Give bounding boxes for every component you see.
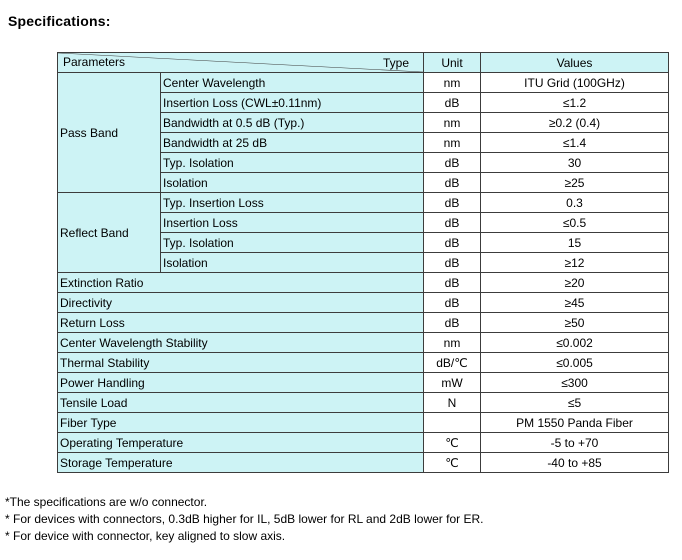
value-cell: ≥12 [481, 253, 669, 273]
header-unit-label: Unit [424, 53, 481, 73]
unit-cell: dB [424, 253, 481, 273]
value-cell: ≤0.5 [481, 213, 669, 233]
header-type-label: Type [382, 56, 409, 70]
unit-cell: dB [424, 233, 481, 253]
table-row [58, 333, 669, 353]
footnote: *The specifications are w/o connector. [5, 495, 208, 509]
param-cell: Typ. Isolation [161, 153, 424, 173]
value-cell: ITU Grid (100GHz) [481, 73, 669, 93]
param-cell: Center Wavelength [161, 73, 424, 93]
diagonal-header-cell [58, 53, 424, 73]
footnote: * For device with connector, key aligned to slow axis. [5, 529, 286, 543]
table-row [58, 413, 669, 433]
value-cell: ≤0.005 [481, 353, 669, 373]
param-cell: Bandwidth at 25 dB [161, 133, 424, 153]
param-cell: Insertion Loss (CWL±0.11nm) [161, 93, 424, 113]
unit-cell [424, 413, 481, 433]
unit-cell: dB [424, 213, 481, 233]
param-cell: Insertion Loss [161, 213, 424, 233]
page-title: Specifications: [8, 13, 111, 29]
param-cell: Storage Temperature [58, 453, 424, 473]
value-cell: ≤300 [481, 373, 669, 393]
value-cell: ≥45 [481, 293, 669, 313]
unit-cell: dB [424, 153, 481, 173]
value-cell: 0.3 [481, 193, 669, 213]
unit-cell: dB [424, 273, 481, 293]
table-row [58, 453, 669, 473]
value-cell: ≤1.4 [481, 133, 669, 153]
value-cell: ≤0.002 [481, 333, 669, 353]
param-cell: Power Handling [58, 373, 424, 393]
param-cell: Typ. Isolation [161, 233, 424, 253]
table-header-row [58, 53, 669, 73]
table-row [58, 373, 669, 393]
param-cell: Extinction Ratio [58, 273, 424, 293]
group-cell: Pass Band [58, 73, 161, 193]
unit-cell: ℃ [424, 453, 481, 473]
param-cell: Center Wavelength Stability [58, 333, 424, 353]
param-cell: Isolation [161, 173, 424, 193]
spec-table [57, 52, 669, 473]
table-row [58, 353, 669, 373]
unit-cell: nm [424, 133, 481, 153]
footnote: * For devices with connectors, 0.3dB higher for IL, 5dB lower for RL and 2dB lower for ER. [5, 512, 484, 526]
value-cell: ≥0.2 (0.4) [481, 113, 669, 133]
param-cell: Isolation [161, 253, 424, 273]
value-cell: 15 [481, 233, 669, 253]
value-cell: ≥50 [481, 313, 669, 333]
unit-cell: nm [424, 73, 481, 93]
table-row [58, 73, 669, 93]
value-cell: ≥20 [481, 273, 669, 293]
value-cell: -40 to +85 [481, 453, 669, 473]
value-cell: PM 1550 Panda Fiber [481, 413, 669, 433]
footnotes [5, 494, 483, 545]
unit-cell: dB/℃ [424, 353, 481, 373]
table-row [58, 433, 669, 453]
table-row [58, 293, 669, 313]
group-cell: Reflect Band [58, 193, 161, 273]
param-cell: Directivity [58, 293, 424, 313]
param-cell: Operating Temperature [58, 433, 424, 453]
table-row [58, 273, 669, 293]
unit-cell: nm [424, 113, 481, 133]
param-cell: Tensile Load [58, 393, 424, 413]
header-parameters-label: Parameters [63, 55, 126, 69]
table-row [58, 393, 669, 413]
param-cell: Bandwidth at 0.5 dB (Typ.) [161, 113, 424, 133]
header-values-label: Values [481, 53, 669, 73]
param-cell: Thermal Stability [58, 353, 424, 373]
param-cell: Return Loss [58, 313, 424, 333]
unit-cell: dB [424, 93, 481, 113]
unit-cell: mW [424, 373, 481, 393]
value-cell: ≤5 [481, 393, 669, 413]
value-cell: ≥25 [481, 173, 669, 193]
unit-cell: nm [424, 333, 481, 353]
unit-cell: dB [424, 293, 481, 313]
unit-cell: dB [424, 313, 481, 333]
value-cell: ≤1.2 [481, 93, 669, 113]
spec-table-body [58, 73, 669, 473]
param-cell: Fiber Type [58, 413, 424, 433]
value-cell: 30 [481, 153, 669, 173]
value-cell: -5 to +70 [481, 433, 669, 453]
unit-cell: dB [424, 173, 481, 193]
param-cell: Typ. Insertion Loss [161, 193, 424, 213]
unit-cell: ℃ [424, 433, 481, 453]
unit-cell: dB [424, 193, 481, 213]
unit-cell: N [424, 393, 481, 413]
table-row [58, 313, 669, 333]
table-row [58, 193, 669, 213]
